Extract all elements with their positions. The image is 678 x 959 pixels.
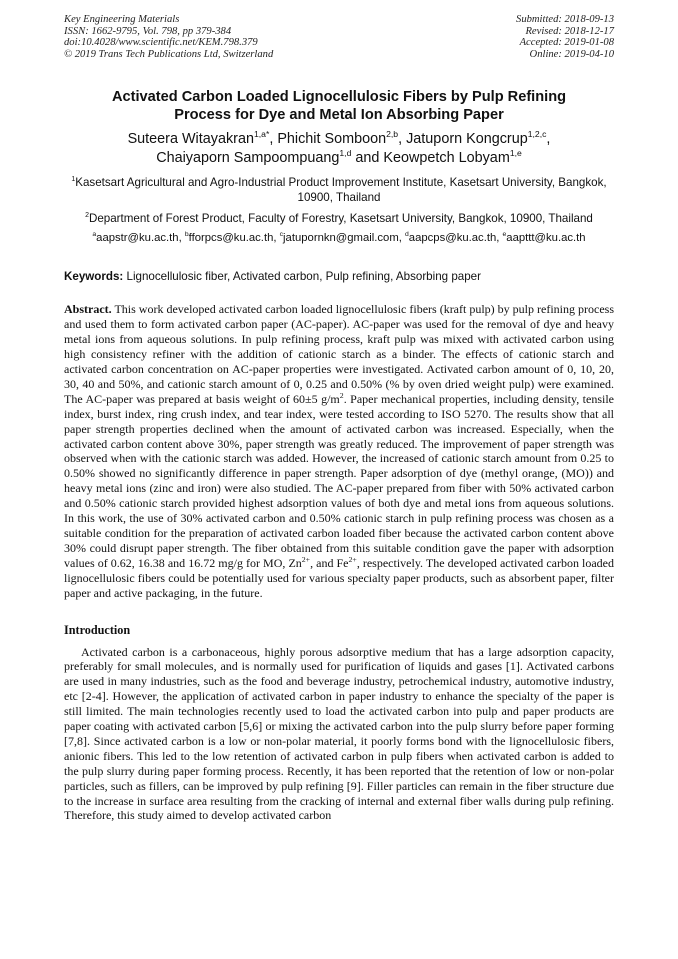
affiliation-2: [64, 211, 614, 226]
email-mark: b: [184, 231, 189, 239]
section-heading-introduction: Introduction: [64, 622, 131, 637]
email-mark: a: [92, 231, 97, 239]
journal-copyright: © 2019 Trans Tech Publications Ltd, Switzerland: [64, 48, 274, 60]
affiliation-text: Kasetsart Agricultural and Agro-Industrial Product Improvement Institute, Kasetsart University, Bangkok, 10900, Thailand: [75, 176, 607, 205]
abstract-text: , respectively. The developed activated carbon loaded lignocellulosic fibers could be potentially used for various specialty paper products, such as absorbent paper, filter paper and active packaging, in the future.: [64, 555, 615, 600]
author-name: Jatuporn Kongcrup: [406, 131, 528, 148]
paper-title: [64, 88, 614, 124]
affiliation-mark: 2: [85, 212, 89, 220]
author-affiliation-mark: 1,d: [339, 148, 352, 159]
email-link: aapcps@ku.ac.th,: [408, 232, 503, 245]
paper-page: [64, 14, 614, 823]
keywords: [64, 269, 614, 284]
affiliation-1: [64, 175, 614, 205]
journal-name: Key Engineering Materials: [64, 14, 180, 25]
introduction-paragraph: Activated carbon is a carbonaceous, highly porous adsorptive medium that has a large adsorption capacity, preferably for small molecules, and is normally used for purification of liquids and gases [1]. Activated carbons are used in many industries, such as the food and beverage industry, petrochemical industry, automotive industry, etc [2-4]. However, the application of activated carbon in paper industry to enhance the specialty of the paper is still limited. The main technologies recently used to load the activated carbon into pulp and paper products are paper coating with activated carbon [5,6] or mixing the activated carbon into the pulp slurry before paper forming [7,8]. Since activated carbon is a low or non-polar material, it poorly forms bond with the lignocellulosic fibers, anionic fibers. This led to the low retention of activated carbon in pulp fibers when activated carbon is added to the pulp slurry during paper forming process. Recently, it has been reported that the retention of low or non-polar particles, such as fillers, can be improved by pulp refining [9]. Filler particles can remain in the fiber structure due to the increase in surface area resulting from the cracking of internal and external fiber walls during pulp refining. Therefore, this study aimed to develop activated carbon: [64, 644, 614, 823]
date-accepted: Accepted: 2019-01-08: [519, 37, 614, 49]
email-link: aapstr@ku.ac.th,: [96, 232, 185, 245]
author-name: Suteera Witayakran: [127, 131, 254, 148]
abstract-text: This work developed activated carbon loaded lignocellulosic fibers (kraft pulp) by pulp refining process and used them to form activated carbon paper (AC-paper). AC-paper was used for the removal of dye and heavy metal ions from aqueous solutions. In pulp refining process, kraft pulp was mixed with activated carbon using high consistency refiner with the addition of cationic starch as a binder. The effects of cationic starch and activated carbon concentration on AC-paper properties were investigated. Activated carbon amount of 0, 10, 20, 30, 40 and 50%, and cationic starch amount of 0, 0.25 and 0.50% (% by oven dried weight pulp) were examined. The AC-paper was prepared at basis weight of 60±5 g/m: [64, 302, 614, 406]
journal-issn: ISSN: 1662-9795, Vol. 798, pp 379-384: [64, 25, 232, 37]
author-separator: ,: [398, 131, 407, 148]
superscript: 2+: [301, 554, 311, 564]
keywords-label: Keywords:: [64, 270, 124, 284]
author-separator: ,: [546, 131, 551, 148]
superscript: 2+: [348, 554, 357, 564]
author-name: Keowpetch Lobyam: [383, 150, 510, 167]
paper-title-line-1: Activated Carbon Loaded Lignocellulosic Fibers by Pulp Refining: [111, 89, 567, 106]
abstract: [64, 302, 614, 600]
email-link: fforpcs@ku.ac.th,: [188, 232, 280, 245]
journal-doi: doi:10.4028/www.scientific.net/KEM.798.379: [64, 37, 258, 49]
author-line-2: [64, 149, 614, 168]
affiliation-text: Department of Forest Product, Faculty of Forestry, Kasetsart University, Bangkok, 10900, Thailand: [88, 212, 593, 226]
author-emails: [64, 231, 614, 246]
journal-header: [64, 14, 614, 60]
date-revised: Revised: 2018-12-17: [525, 25, 614, 37]
superscript: 2: [339, 390, 344, 400]
keywords-text: Lignocellulosic fiber, Activated carbon, Pulp refining, Absorbing paper: [123, 270, 481, 284]
author-name: Chaiyaporn Sampoompuang: [156, 150, 340, 167]
author-line-1: [64, 130, 614, 149]
email-mark: d: [405, 231, 409, 239]
email-link: jatupornkn@gmail.com,: [283, 232, 406, 245]
article-dates: [516, 14, 614, 60]
affiliation-mark: 1: [71, 176, 76, 184]
author-affiliation-mark: 1,2,c: [527, 129, 547, 140]
email-mark: c: [279, 231, 284, 239]
author-conjunction: and: [351, 150, 384, 167]
author-name: Phichit Somboon: [277, 131, 387, 148]
author-affiliation-mark: 2,b: [386, 129, 399, 140]
abstract-text: , and Fe: [310, 555, 349, 570]
author-list: [64, 130, 614, 168]
abstract-text: . Paper mechanical properties, including density, tensile index, burst index, ring crush index, and tear index, were tested according to ISO 5270. The results show that all paper strength properties declined when the amount of activated carbon was increased. Especially, when the activated carbon content above 30%, paper strength was greatly reduced. The improvement of paper strength was observed when with the cationic starch was added. However, the increased of cationic starch amount from 0.25 to 0.50% showed no significantly difference in paper strength. Paper adsorption of dye (methyl orange, (MO)) and heavy metal ions (zinc and iron) were also studied. The AC-paper prepared from fiber with 50% activated carbon and 0.50% cationic starch provided highest adsorption values of both dye and metal ions from aqueous solutions. In this work, the use of 30% activated carbon and 0.50% cationic starch in pulp refining process was chosen as a suitable condition for the preparation of activated carbon loaded fiber because the activated carbon content above 30% could disrupt paper strength. The fiber obtained from this suitable condition gave the paper with adsorption values of 0.62, 16.38 and 16.72 mg/g for MO, Zn: [64, 391, 614, 570]
email-mark: e: [502, 231, 507, 239]
date-online: Online: 2019-04-10: [529, 48, 614, 60]
date-submitted: Submitted: 2018-09-13: [516, 14, 614, 25]
author-affiliation-mark: 1,a*: [253, 129, 270, 140]
author-affiliation-mark: 1,e: [509, 148, 522, 159]
email-link: aapttt@ku.ac.th: [506, 232, 586, 245]
paper-title-line-2: Process for Dye and Metal Ion Absorbing Paper: [174, 107, 504, 124]
abstract-label: Abstract.: [64, 302, 112, 317]
journal-info: [64, 14, 273, 60]
author-separator: ,: [269, 131, 278, 148]
